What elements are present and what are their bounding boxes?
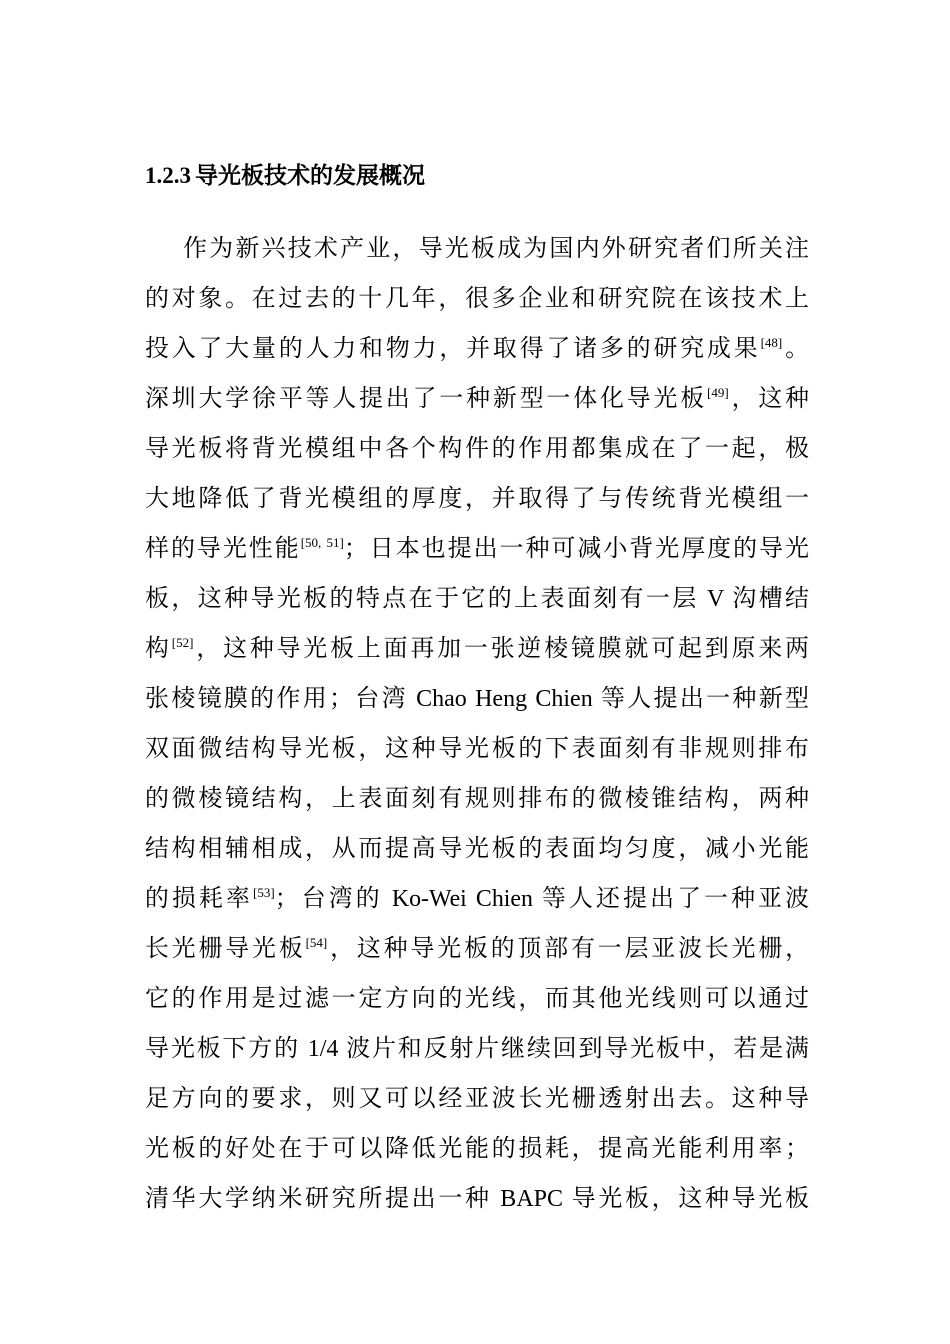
text-line	[145, 824, 809, 874]
section-number: 1.2.3	[145, 163, 191, 188]
text-run: ；日本也提出一种可减小背光厚度的导光	[343, 536, 809, 562]
citation-ref: [49]	[707, 385, 729, 400]
text-line	[145, 374, 809, 424]
text-line	[145, 474, 809, 524]
text-line	[145, 624, 809, 674]
citation-ref: [52]	[171, 635, 194, 650]
section-heading	[145, 160, 425, 192]
text-run: 它的作用是过滤一定方向的光线，而其他光线则可以通过	[145, 986, 809, 1012]
text-run: 板，这种导光板的特点在于它的上表面刻有一层 V 沟槽结	[145, 586, 809, 612]
text-line	[145, 274, 809, 324]
text-run: 构	[145, 636, 172, 662]
text-run: 足方向的要求，则又可以经亚波长光栅透射出去。这种导	[145, 1086, 809, 1112]
text-run: ，这种导光板上面再加一张逆棱镜膜就可起到原来两	[193, 636, 809, 662]
citation-ref: [48]	[760, 335, 783, 350]
text-run: 张棱镜膜的作用；台湾 Chao Heng Chien 等人提出一种新型	[145, 686, 809, 712]
text-run: 长光栅导光板	[145, 936, 306, 962]
text-line	[145, 324, 809, 374]
text-line	[145, 674, 809, 724]
text-run: 的损耗率	[145, 886, 254, 912]
text-run: 作为新兴技术产业，导光板成为国内外研究者们所关注	[183, 236, 809, 262]
text-run: 光板的好处在于可以降低光能的损耗，提高光能利用率；	[145, 1136, 809, 1162]
text-line	[145, 1074, 809, 1124]
text-line	[145, 1174, 809, 1224]
text-line	[145, 524, 809, 574]
text-run: 导光板将背光模组中各个构件的作用都集成在了一起，极	[145, 436, 809, 462]
text-run: 导光板下方的 1/4 波片和反射片继续回到导光板中，若是满	[145, 1036, 809, 1062]
citation-ref: [54]	[305, 935, 328, 950]
text-run: ；台湾的 Ko-Wei Chien 等人还提出了一种亚波	[274, 886, 809, 912]
text-run: 清华大学纳米研究所提出一种 BAPC 导光板，这种导光板	[145, 1186, 809, 1212]
text-run: 结构相辅相成，从而提高导光板的表面均匀度，减小光能	[145, 836, 809, 862]
text-line	[145, 1024, 809, 1074]
text-line	[145, 224, 809, 274]
text-line	[145, 924, 809, 974]
citation-ref: [50, 51]	[300, 535, 344, 550]
text-line	[145, 974, 809, 1024]
text-run: 投入了大量的人力和物力，并取得了诸多的研究成果	[145, 336, 761, 362]
text-run: 的对象。在过去的十几年，很多企业和研究院在该技术上	[145, 286, 809, 312]
text-run: ，这种导光板的顶部有一层亚波长光栅，	[327, 936, 810, 962]
section-title: 导光板技术的发展概况	[195, 163, 425, 189]
text-run: 的微棱镜结构，上表面刻有规则排布的微棱锥结构，两种	[145, 786, 809, 812]
text-line	[145, 774, 809, 824]
body-paragraph	[145, 224, 809, 1224]
citation-ref: [53]	[253, 885, 275, 900]
text-run: 。	[782, 336, 809, 362]
text-run: 双面微结构导光板，这种导光板的下表面刻有非规则排布	[145, 736, 809, 762]
text-run: ，这种	[728, 386, 810, 412]
text-run: 大地降低了背光模组的厚度，并取得了与传统背光模组一	[145, 486, 809, 512]
text-line	[145, 424, 809, 474]
text-run: 样的导光性能	[145, 536, 301, 562]
text-line	[145, 1124, 809, 1174]
text-run: 深圳大学徐平等人提出了一种新型一体化导光板	[145, 386, 708, 412]
text-line	[145, 724, 809, 774]
text-line	[145, 874, 809, 924]
text-line	[145, 574, 809, 624]
